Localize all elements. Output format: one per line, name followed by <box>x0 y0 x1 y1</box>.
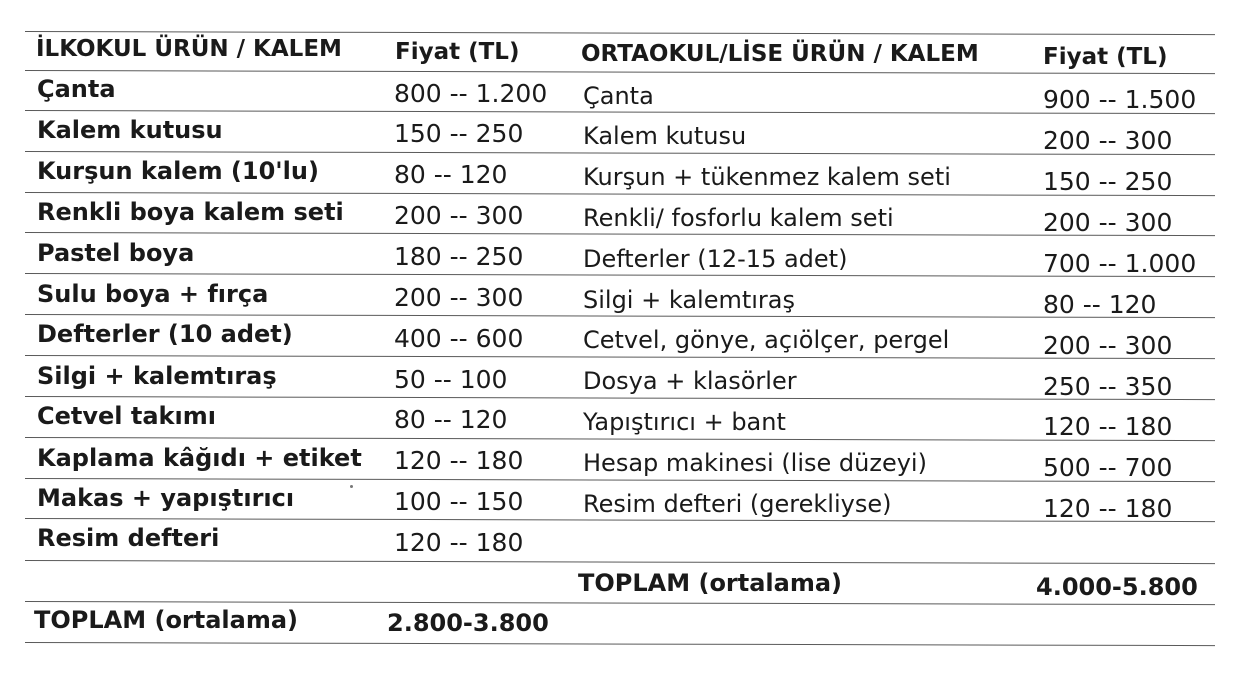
right-item: Çanta <box>583 82 654 110</box>
rule-line <box>25 396 1215 400</box>
left-item: Resim defteri <box>37 524 220 552</box>
left-price: 120 -- 180 <box>394 446 524 475</box>
left-price: 200 -- 300 <box>394 283 524 312</box>
right-item: Silgi + kalemtıraş <box>583 286 795 314</box>
rule-line <box>25 437 1215 441</box>
right-total-label: TOPLAM (ortalama) <box>578 569 843 597</box>
right-price: 150 -- 250 <box>1043 167 1173 196</box>
rule-line <box>25 642 1215 646</box>
left-price: 100 -- 150 <box>394 487 524 516</box>
right-header-item: ORTAOKUL/LİSE ÜRÜN / KALEM <box>581 41 979 67</box>
right-price: 120 -- 180 <box>1043 412 1173 441</box>
rule-line <box>25 110 1215 114</box>
left-price: 400 -- 600 <box>394 324 524 353</box>
right-item: Renkli/ fosforlu kalem seti <box>583 204 894 232</box>
right-price: 200 -- 300 <box>1043 331 1173 360</box>
right-price: 120 -- 180 <box>1043 494 1173 523</box>
rule-line <box>25 355 1215 359</box>
left-item: Silgi + kalemtıraş <box>37 362 277 390</box>
rule-line <box>25 601 1215 605</box>
right-price: 700 -- 1.000 <box>1043 249 1197 278</box>
right-item: Defterler (12-15 adet) <box>583 245 848 273</box>
scan-speck <box>350 485 353 488</box>
left-item: Kaplama kâğıdı + etiket <box>37 444 362 472</box>
rule-line <box>25 518 1215 522</box>
rule-line <box>25 273 1215 277</box>
right-total-value: 4.000-5.800 <box>1036 573 1198 601</box>
right-price: 200 -- 300 <box>1043 208 1173 237</box>
left-header-price: Fiyat (TL) <box>395 39 520 65</box>
rule-line <box>25 31 1215 35</box>
left-price: 50 -- 100 <box>394 365 508 394</box>
rule-line <box>25 192 1215 196</box>
rule-line <box>25 314 1215 318</box>
left-item: Renkli boya kalem seti <box>37 198 344 226</box>
left-total-label: TOPLAM (ortalama) <box>34 606 299 634</box>
left-header-item: İLKOKUL ÜRÜN / KALEM <box>36 36 342 62</box>
left-item: Pastel boya <box>37 239 195 267</box>
left-item: Çanta <box>37 75 116 103</box>
left-price: 200 -- 300 <box>394 201 524 230</box>
right-item: Cetvel, gönye, açıölçer, pergel <box>583 326 950 354</box>
right-price: 900 -- 1.500 <box>1043 85 1197 114</box>
right-price: 500 -- 700 <box>1043 453 1173 482</box>
left-price: 180 -- 250 <box>394 242 524 271</box>
left-item: Kalem kutusu <box>37 116 223 144</box>
right-price: 250 -- 350 <box>1043 372 1173 401</box>
rule-line <box>25 560 1215 564</box>
rule-line <box>25 478 1215 482</box>
left-price: 80 -- 120 <box>394 405 508 434</box>
left-item: Sulu boya + fırça <box>37 280 269 308</box>
left-price: 150 -- 250 <box>394 119 524 148</box>
left-price: 800 -- 1.200 <box>394 79 548 108</box>
right-item: Kurşun + tükenmez kalem seti <box>583 163 951 191</box>
left-price: 120 -- 180 <box>394 528 524 557</box>
rule-line <box>25 232 1215 236</box>
left-item: Kurşun kalem (10'lu) <box>37 157 319 185</box>
rule-line <box>25 151 1215 155</box>
left-item: Makas + yapıştırıcı <box>37 484 295 512</box>
left-item: Cetvel takımı <box>37 402 216 430</box>
right-item: Dosya + klasörler <box>583 367 797 395</box>
right-price: 80 -- 120 <box>1043 290 1157 319</box>
left-price: 80 -- 120 <box>394 160 508 189</box>
left-total-value: 2.800-3.800 <box>387 609 549 637</box>
right-item: Resim defteri (gerekliyse) <box>583 490 892 518</box>
right-item: Kalem kutusu <box>583 122 747 150</box>
right-item: Hesap makinesi (lise düzeyi) <box>583 449 927 477</box>
right-item: Yapıştırıcı + bant <box>583 408 786 436</box>
left-item: Defterler (10 adet) <box>37 320 293 348</box>
right-price: 200 -- 300 <box>1043 126 1173 155</box>
rule-line <box>25 70 1215 74</box>
right-header-price: Fiyat (TL) <box>1043 44 1168 70</box>
